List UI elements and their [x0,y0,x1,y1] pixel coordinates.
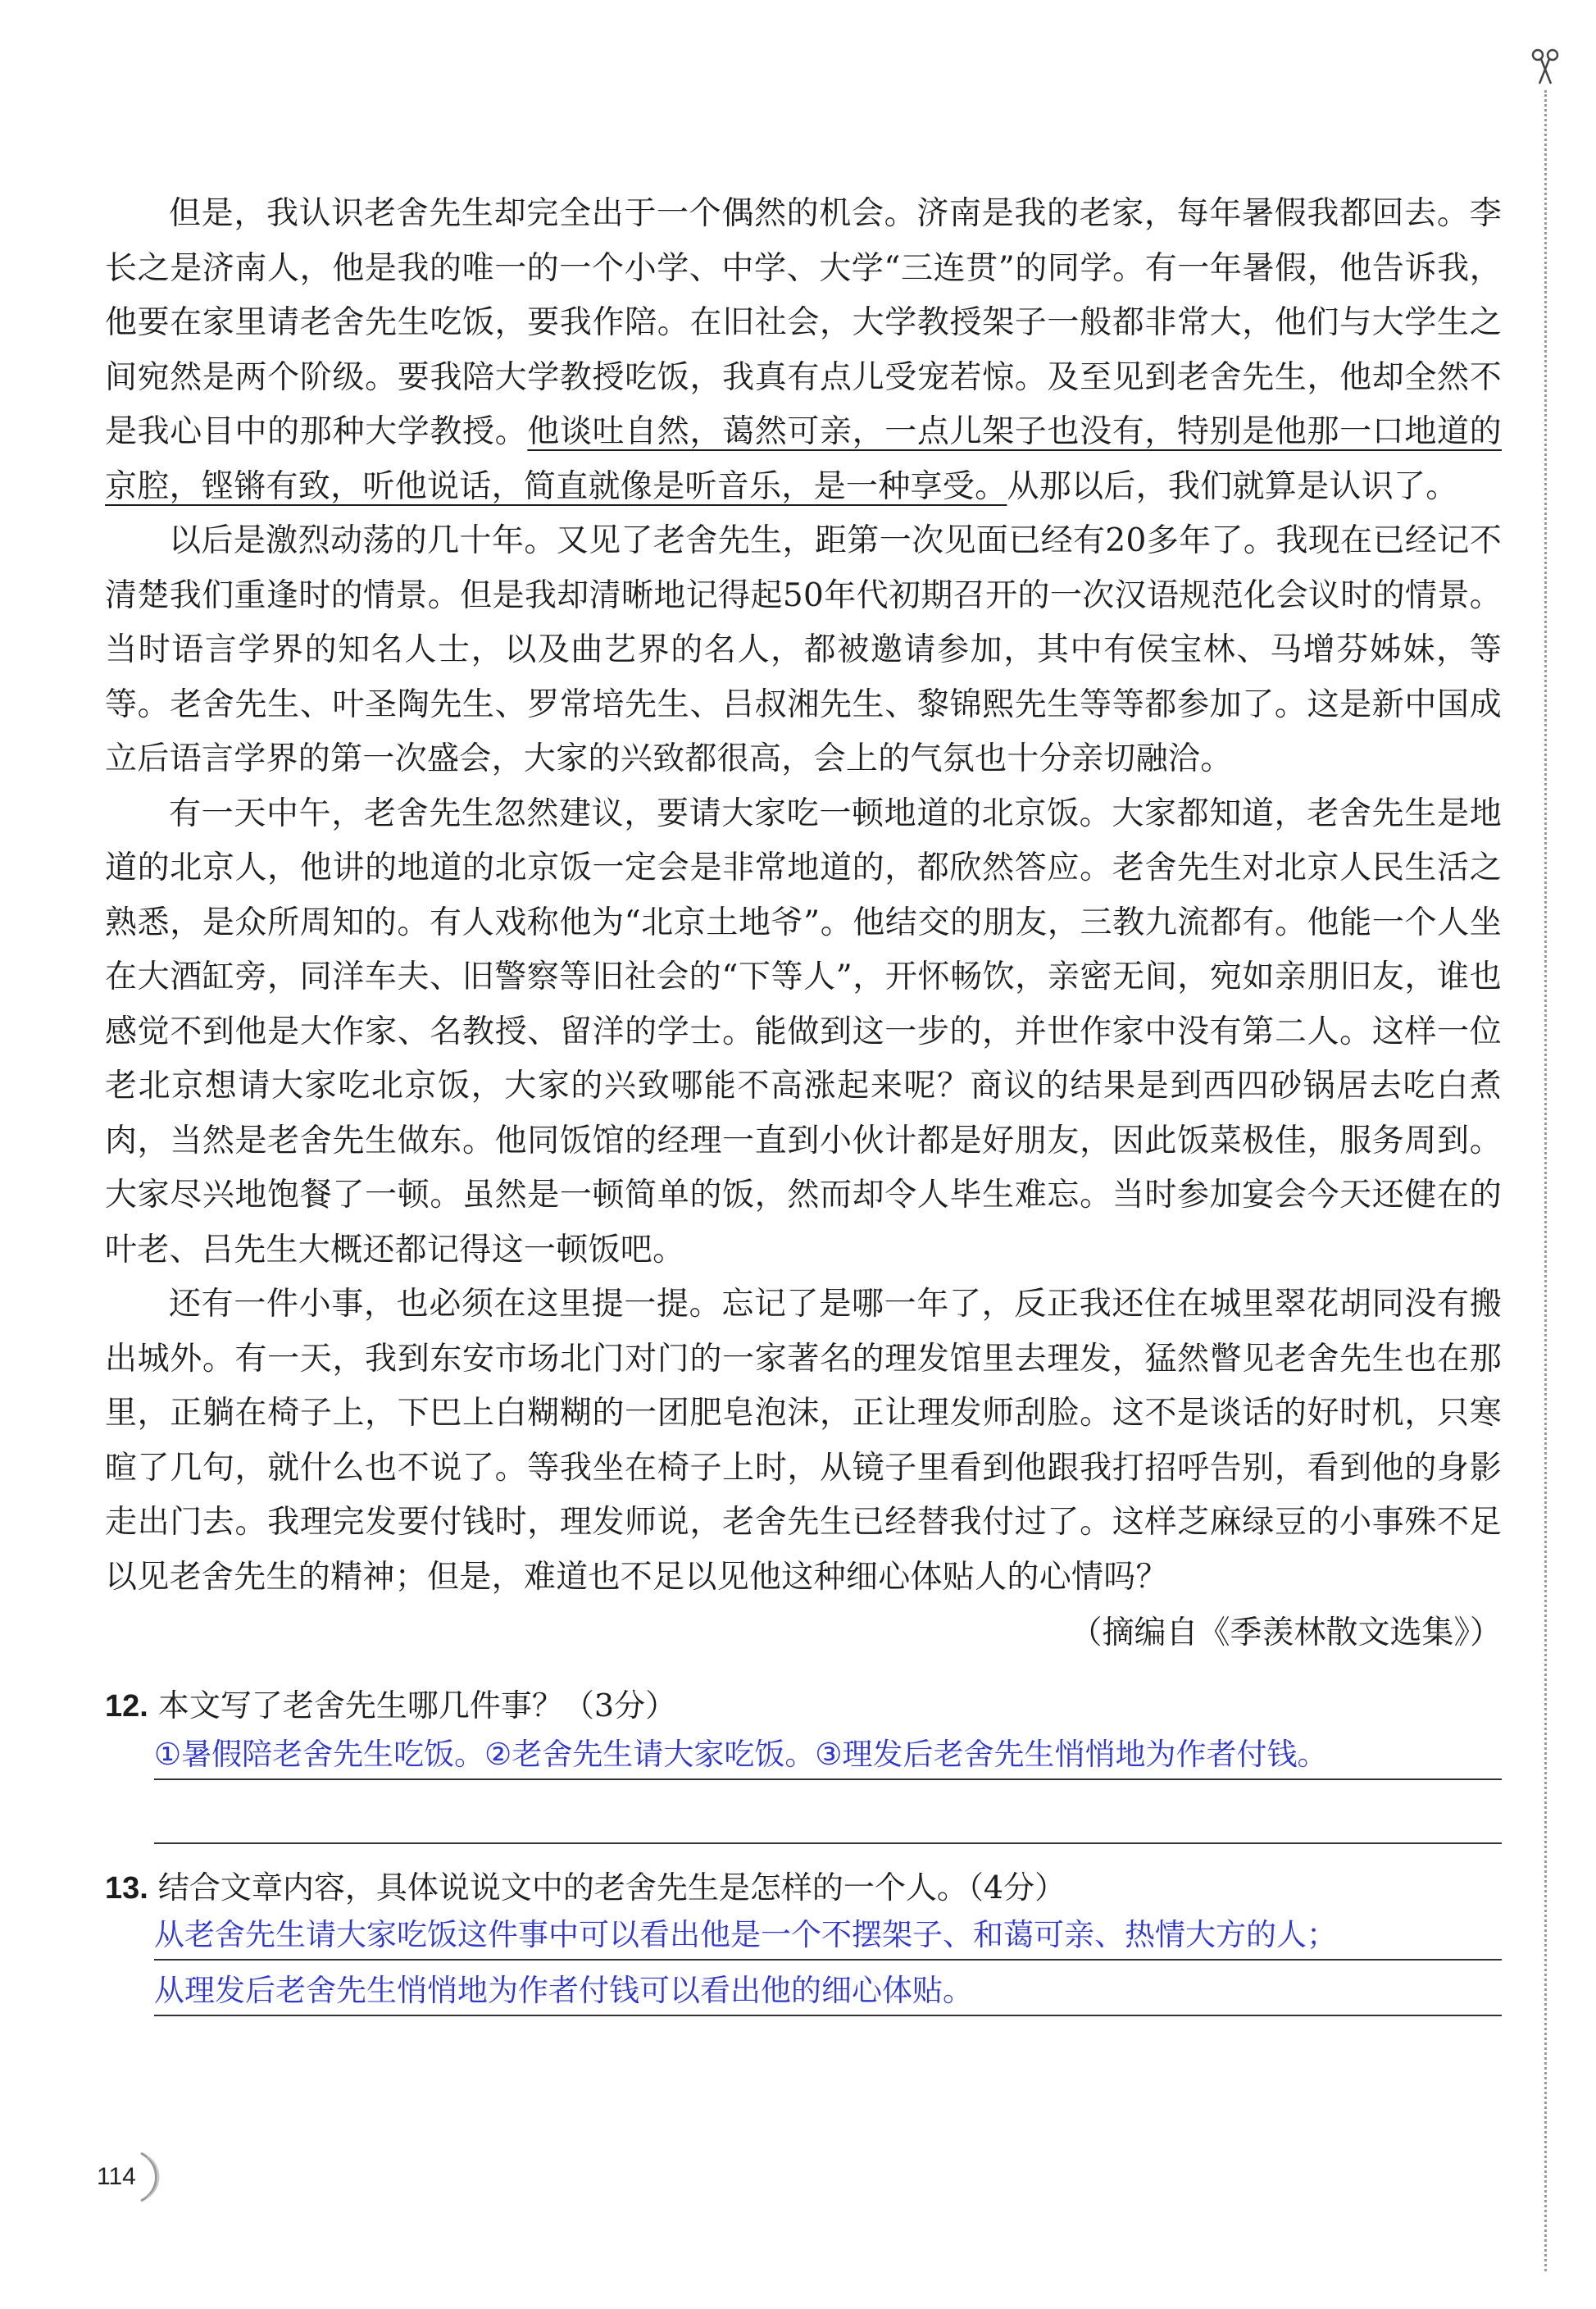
paragraph-text: 从那以后，我们就算是认识了。 [1007,467,1458,505]
question-text: 本文写了老舍先生哪几件事？（3分） [157,1687,677,1724]
answer-text: 从理发后老舍先生悄悄地为作者付钱可以看出他的细心体贴。 [154,1973,973,2008]
answer-text: 从老舍先生请大家吃饭这件事中可以看出他是一个不摆架子、和蔼可亲、热情大方的人； [154,1917,1337,1952]
question-text: 结合文章内容，具体说说文中的老舍先生是怎样的一个人。（4分） [157,1870,1066,1906]
scissors-icon [1526,48,1565,87]
paragraph-text: 还有一件小事，也必须在这里提一提。忘记了是哪一年了，反正我还住在城里翠花胡同没有搬出城外。有一天，我到东安市场北门对门的一家著名的理发馆里去理发，猛然瞥见老舍先生也在那里，正躺在椅子上，下巴上白糊糊的一团肥皂泡沫，正让理发师刮脸。这不是谈话的好时机，只寒暄了几句，就什么也不说了。等我坐在椅子上时，从镜子里看到他跟我打招呼告别，看到他的身影走出门去。我理完发要付钱时，理发师说，老舍先生已经替我付过了。这样芝麻绿豆的小事殊不足以见老舍先生的精神；但是，难道也不足以见他这种细心体贴人的心情吗？ [105,1286,1502,1596]
answer-text: ①暑假陪老舍先生吃饭。②老舍先生请大家吃饭。③理发后老舍先生悄悄地为作者付钱。 [154,1737,1328,1772]
page-number: 114 [97,2163,136,2190]
paragraph-text: 但是，我认识老舍先生却完全出于一个偶然的机会。济南是我的老家，每年暑假我都回去。李长之是济南人，他是我的唯一的一个小学、中学、大学“三连贯”的同学。有一年暑假，他告诉我，他要在家里请老舍先生吃饭，要我作陪。在旧社会，大学教授架子一般都非常大，他们与大学生之间宛然是两个阶级。要我陪大学教授吃饭，我真有点儿受宠若惊。及至见到老舍先生，他却全然不是我心目中的那种大学教授。 [105,195,1502,450]
question-12 [105,1683,1502,1844]
article-paragraph-3 [105,787,1502,1278]
question-prompt [105,1683,1502,1729]
answer-line[interactable] [154,1780,1502,1844]
article-paragraph-4 [105,1277,1502,1605]
answer-line[interactable] [154,1961,1502,2016]
article-body [105,187,1502,1660]
paragraph-text: 有一天中午，老舍先生忽然建议，要请大家吃一顿地道的北京饭。大家都知道，老舍先生是地道的北京人，他讲的地道的北京饭一定会是非常地道的，都欣然答应。老舍先生对北京人民生活之熟悉，是众所周知的。有人戏称他为“北京土地爷”。他结交的朋友，三教九流都有。他能一个人坐在大酒缸旁，同洋车夫、旧警察等旧社会的“下等人”，开怀畅饮，亲密无间，宛如亲朋旧友，谁也感觉不到他是大作家、名教授、留洋的学士。能做到这一步的，并世作家中没有第二人。这样一位老北京想请大家吃北京饭，大家的兴致哪能不高涨起来呢？商议的结果是到西四砂锅居去吃白煮肉，当然是老舍先生做东。他同饭馆的经理一直到小伙计都是好朋友，因此饭菜极佳，服务周到。大家尽兴地饱餐了一顿。虽然是一顿简单的饭，然而却令人毕生难忘。当时参加宴会今天还健在的叶老、吕先生大概还都记得这一顿饭吧。 [105,795,1502,1268]
cut-line-divider [1544,90,1547,2271]
paragraph-text: 以后是激烈动荡的几十年。又见了老舍先生，距第一次见面已经有20多年了。我现在已经记不清楚我们重逢时的情景。但是我却清晰地记得起50年代初期召开的一次汉语规范化会议时的情景。当时语言学界的知名人士，以及曲艺界的名人，都被邀请参加，其中有侯宝林、马增芬姊妹，等等。老舍先生、叶圣陶先生、罗常培先生、吕叔湘先生、黎锦熙先生等等都参加了。这是新中国成立后语言学界的第一次盛会，大家的兴致都很高，会上的气氛也十分亲切融洽。 [105,522,1502,777]
answer-line[interactable] [154,1729,1502,1780]
question-number: 13. [105,1871,148,1906]
underlined-sentence: 他谈吐自然，蔼然可亲，一点儿架子也没有，特别是他那一口地道的京腔，铿锵有致，听他说话，简直就像是听音乐，是一种享受。 [105,413,1502,505]
article-source: （摘编自《季羡林散文选集》） [1070,1614,1502,1651]
article-paragraph-1 [105,187,1502,514]
question-number: 12. [105,1689,148,1724]
question-13 [105,1865,1502,2016]
question-prompt [105,1865,1502,1911]
answer-line[interactable] [154,1911,1502,1961]
page-number-badge [90,2148,164,2206]
article-paragraph-2 [105,514,1502,787]
